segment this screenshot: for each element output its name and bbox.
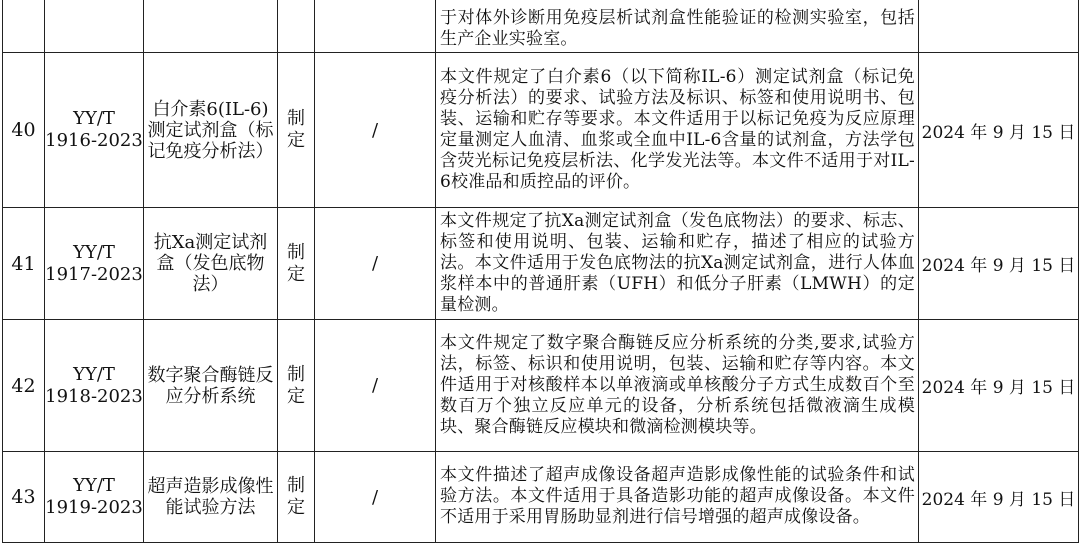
cell-description: 本文件规定了数字聚合酶链反应分析系统的分类,要求,试验方法，标签、标识和使用说明，包装、运输和贮存等内容。本文件适用于对核酸样本以单液滴或单核酸分子方式生成数百个至数百万个独立反应单元的设备，分析系统包括微液滴生成模块、聚合酶链反应模块和微滴检测模块等。	[436, 320, 919, 452]
table-row-partial	[3, 0, 1079, 53]
cell-date: 2024 年 9 月 15 日	[919, 320, 1079, 452]
cell-standard-number	[45, 0, 144, 53]
cell-date	[919, 0, 1079, 53]
standard-prefix: YY/T	[73, 241, 115, 263]
type-char-2: 定	[287, 385, 305, 407]
cell-no: 42	[3, 320, 45, 452]
cell-type	[278, 320, 315, 452]
cell-date: 2024 年 9 月 15 日	[919, 208, 1079, 320]
type-char-2: 定	[287, 130, 305, 151]
type-char-2: 定	[287, 263, 305, 285]
cell-type	[278, 53, 315, 208]
cell-standard-number	[45, 320, 144, 452]
cell-replaces: /	[315, 452, 436, 543]
type-char-1: 制	[287, 108, 305, 129]
cell-standard-name: 超声造影成像性能试验方法	[144, 452, 278, 543]
cell-replaces	[315, 0, 436, 53]
cell-standard-name	[144, 0, 278, 53]
cell-no: 43	[3, 452, 45, 543]
standard-prefix: YY/T	[73, 108, 115, 129]
cell-replaces: /	[315, 53, 436, 208]
standard-code: 1917-2023	[45, 263, 143, 285]
cell-type	[278, 0, 315, 53]
cell-replaces: /	[315, 208, 436, 320]
standard-code: 1916-2023	[45, 130, 143, 151]
standard-code: 1919-2023	[45, 497, 143, 518]
cell-standard-name: 抗Xa测定试剂盒（发色底物法）	[144, 208, 278, 320]
cell-date: 2024 年 9 月 15 日	[919, 452, 1079, 543]
type-char-2: 定	[287, 497, 305, 518]
cell-no	[3, 0, 45, 53]
type-char-1: 制	[287, 475, 305, 496]
table-row	[3, 320, 1079, 452]
cell-standard-name: 白介素6(IL-6)测定试剂盒（标记免疫分析法）	[144, 53, 278, 208]
cell-no: 40	[3, 53, 45, 208]
cell-description: 本文件规定了白介素6（以下简称IL-6）测定试剂盒（标记免疫分析法）的要求、试验方法及标识、标签和使用说明书、包装、运输和贮存等要求。本文件适用于以标记免疫为反应原理定量测定人血清、血浆或全血中IL-6含量的试剂盒，方法学包含荧光标记免疫层析法、化学发光法等。本文件不适用于对IL-6校准品和质控品的评价。	[436, 53, 919, 208]
standard-prefix: YY/T	[73, 363, 115, 385]
cell-description: 于对体外诊断用免疫层析试剂盒性能验证的检测实验室，包括生产企业实验室。	[436, 0, 919, 53]
type-char-1: 制	[287, 241, 305, 263]
cell-description: 本文件描述了超声成像设备超声造影成像性能的试验条件和试验方法。本文件适用于具备造影功能的超声成像设备。本文件不适用于采用胃肠助显剂进行信号增强的超声成像设备。	[436, 452, 919, 543]
standards-table	[2, 0, 1079, 543]
table-row	[3, 53, 1079, 208]
cell-date: 2024 年 9 月 15 日	[919, 53, 1079, 208]
cell-standard-number	[45, 208, 144, 320]
cell-standard-number	[45, 452, 144, 543]
cell-description: 本文件规定了抗Xa测定试剂盒（发色底物法）的要求、标志、标签和使用说明、包装、运输和贮存，描述了相应的试验方法。本文件适用于发色底物法的抗Xa测定试剂盒，进行人体血浆样本中的普通肝素（UFH）和低分子肝素（LMWH）的定量检测。	[436, 208, 919, 320]
type-char-1: 制	[287, 363, 305, 385]
cell-standard-name: 数字聚合酶链反应分析系统	[144, 320, 278, 452]
cell-replaces: /	[315, 320, 436, 452]
cell-type	[278, 208, 315, 320]
table-row	[3, 452, 1079, 543]
cell-no: 41	[3, 208, 45, 320]
cell-standard-number	[45, 53, 144, 208]
standard-code: 1918-2023	[45, 385, 143, 407]
standard-prefix: YY/T	[73, 475, 115, 496]
cell-type	[278, 452, 315, 543]
table-row	[3, 208, 1079, 320]
